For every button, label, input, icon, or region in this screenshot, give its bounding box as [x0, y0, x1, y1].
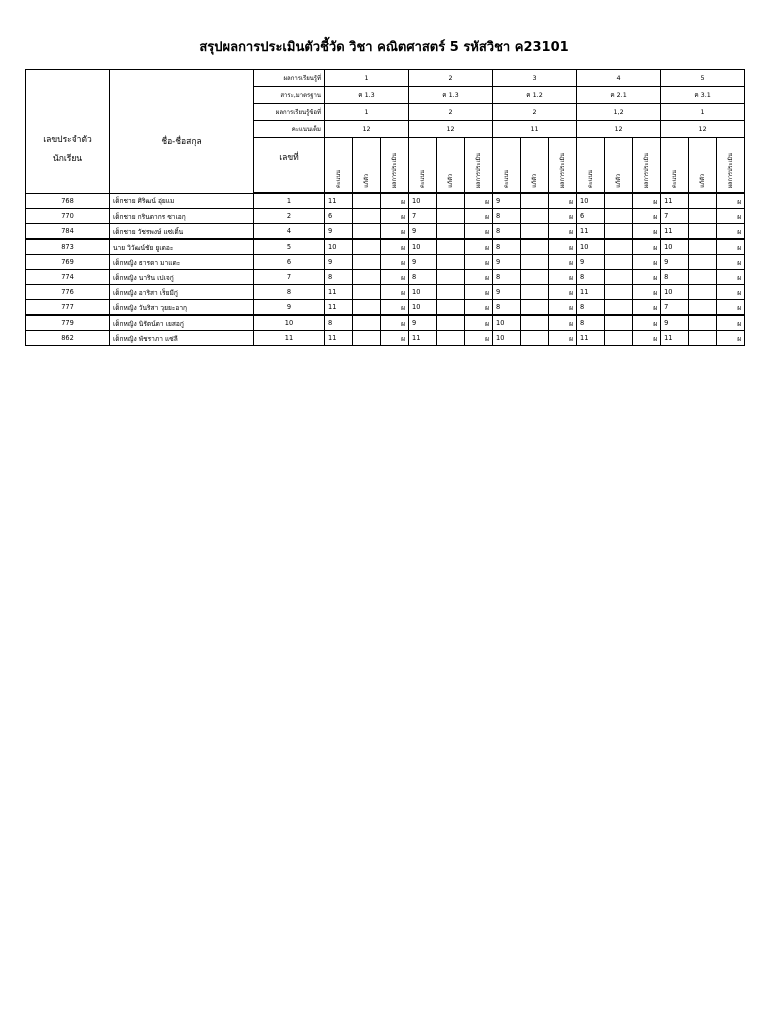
retake-cell: [353, 209, 381, 224]
student-number: 11: [254, 331, 325, 346]
score-cell: 10: [409, 239, 437, 255]
sub-header-label: ผลการประเมิน: [559, 152, 566, 188]
result-cell: ผ: [717, 239, 745, 255]
result-cell: ผ: [381, 255, 409, 270]
table-row: [26, 331, 745, 346]
student-id-label: เลขประจำตัว: [43, 135, 92, 146]
retake-cell: [689, 331, 717, 346]
result-cell: ผ: [465, 285, 493, 300]
table-row: [26, 193, 745, 209]
retake-cell: [353, 285, 381, 300]
student-number: 8: [254, 285, 325, 300]
score-cell: 11: [325, 285, 353, 300]
result-cell: ผ: [717, 270, 745, 285]
retake-cell: [521, 285, 549, 300]
score-cell: 10: [661, 239, 689, 255]
retake-cell: [437, 270, 465, 285]
sub-header-cell: [717, 138, 745, 194]
score-cell: 11: [661, 331, 689, 346]
sub-header-label: แก้ตัว: [615, 174, 622, 188]
result-cell: ผ: [381, 331, 409, 346]
result-cell: ผ: [633, 300, 661, 316]
result-cell: ผ: [549, 224, 577, 240]
student-number: 7: [254, 270, 325, 285]
score-cell: 9: [409, 224, 437, 240]
student-number: 9: [254, 300, 325, 316]
student-number: 5: [254, 239, 325, 255]
retake-cell: [353, 193, 381, 209]
student-name: เด็กชาย กรินดากร ซาเอกุ: [110, 209, 254, 224]
sub-header-cell: [437, 138, 465, 194]
student-id: 862: [26, 331, 110, 346]
retake-cell: [437, 331, 465, 346]
outcome-standard: ค 1.3: [409, 87, 493, 104]
score-cell: 8: [577, 300, 605, 316]
student-name: เด็กหญิง วันริสา วุยยะอากุ: [110, 300, 254, 316]
number-label: เลขที่: [279, 153, 299, 163]
score-cell: 10: [661, 285, 689, 300]
retake-cell: [605, 300, 633, 316]
sub-header-cell: [493, 138, 521, 194]
score-cell: 9: [661, 255, 689, 270]
retake-cell: [605, 209, 633, 224]
score-cell: 9: [661, 315, 689, 331]
sub-header-label: คะแนน: [503, 170, 510, 188]
result-cell: ผ: [465, 239, 493, 255]
score-cell: 8: [493, 224, 521, 240]
table-row: [26, 300, 745, 316]
score-cell: 11: [661, 193, 689, 209]
retake-cell: [689, 270, 717, 285]
retake-cell: [521, 224, 549, 240]
sub-header-label: คะแนน: [335, 170, 342, 188]
retake-cell: [605, 193, 633, 209]
result-cell: ผ: [549, 209, 577, 224]
student-name: เด็กหญิง อาริสา เร็ยมีกู่: [110, 285, 254, 300]
score-cell: 8: [493, 270, 521, 285]
score-cell: 8: [577, 315, 605, 331]
retake-cell: [353, 239, 381, 255]
result-cell: ผ: [549, 193, 577, 209]
sub-header-label: ผลการประเมิน: [475, 152, 482, 188]
retake-cell: [689, 239, 717, 255]
name-label: ชื่อ-ชื่อสกุล: [161, 137, 202, 148]
table-row: [26, 270, 745, 285]
outcome-num: 2: [409, 70, 493, 87]
outcome-item: 2: [493, 104, 577, 121]
score-cell: 10: [409, 300, 437, 316]
outcome-num: 1: [325, 70, 409, 87]
outcome-item: 1: [661, 104, 745, 121]
student-id: 776: [26, 285, 110, 300]
retake-cell: [437, 255, 465, 270]
sub-header-cell: [381, 138, 409, 194]
retake-cell: [605, 331, 633, 346]
retake-cell: [353, 331, 381, 346]
student-name: นาย วิวัฒน์ชัย ยูเดอะ: [110, 239, 254, 255]
sub-header-cell: [353, 138, 381, 194]
result-cell: ผ: [717, 285, 745, 300]
retake-cell: [437, 300, 465, 316]
result-cell: ผ: [633, 224, 661, 240]
score-cell: 8: [409, 270, 437, 285]
score-cell: 6: [577, 209, 605, 224]
student-id: 774: [26, 270, 110, 285]
score-cell: 10: [577, 193, 605, 209]
sub-header-label: ผลการประเมิน: [643, 152, 650, 188]
result-cell: ผ: [381, 315, 409, 331]
score-cell: 9: [409, 255, 437, 270]
retake-cell: [689, 315, 717, 331]
retake-cell: [353, 300, 381, 316]
score-cell: 7: [661, 300, 689, 316]
table-row: [26, 315, 745, 331]
retake-cell: [689, 209, 717, 224]
result-cell: ผ: [549, 331, 577, 346]
outcome-standard: ค 2.1: [577, 87, 661, 104]
score-cell: 8: [325, 270, 353, 285]
retake-cell: [605, 239, 633, 255]
score-cell: 9: [409, 315, 437, 331]
result-cell: ผ: [381, 239, 409, 255]
result-cell: ผ: [465, 270, 493, 285]
table-row: [26, 285, 745, 300]
sub-header-label: ผลการประเมิน: [727, 152, 734, 188]
score-cell: 9: [493, 285, 521, 300]
result-cell: ผ: [465, 300, 493, 316]
table-row: [26, 239, 745, 255]
score-cell: 7: [661, 209, 689, 224]
header-row-label: สาระ,มาตรฐาน: [254, 87, 325, 104]
score-cell: 8: [493, 209, 521, 224]
result-cell: ผ: [717, 300, 745, 316]
result-cell: ผ: [381, 300, 409, 316]
retake-cell: [521, 331, 549, 346]
retake-cell: [605, 285, 633, 300]
score-cell: 11: [325, 331, 353, 346]
result-cell: ผ: [381, 224, 409, 240]
result-cell: ผ: [717, 255, 745, 270]
sub-header-label: แก้ตัว: [363, 174, 370, 188]
table-row: [26, 209, 745, 224]
retake-cell: [437, 239, 465, 255]
retake-cell: [605, 315, 633, 331]
outcome-item: 1: [325, 104, 409, 121]
score-cell: 9: [325, 255, 353, 270]
retake-cell: [605, 224, 633, 240]
retake-cell: [353, 315, 381, 331]
retake-cell: [521, 239, 549, 255]
sub-header-cell: [521, 138, 549, 194]
score-cell: 9: [493, 255, 521, 270]
student-number: 2: [254, 209, 325, 224]
sub-header-label: คะแนน: [671, 170, 678, 188]
score-cell: 9: [325, 224, 353, 240]
sub-header-label: คะแนน: [587, 170, 594, 188]
header-row: [26, 70, 745, 87]
score-cell: 11: [409, 331, 437, 346]
outcome-item: 2: [409, 104, 493, 121]
result-cell: ผ: [465, 224, 493, 240]
header-row-label: คะแนนเต็ม: [254, 121, 325, 138]
retake-cell: [605, 270, 633, 285]
result-cell: ผ: [717, 224, 745, 240]
student-id: 873: [26, 239, 110, 255]
result-cell: ผ: [549, 315, 577, 331]
outcome-num: 3: [493, 70, 577, 87]
sub-header-cell: [549, 138, 577, 194]
student-id: 769: [26, 255, 110, 270]
result-cell: ผ: [633, 285, 661, 300]
retake-cell: [353, 270, 381, 285]
student-id: 784: [26, 224, 110, 240]
outcome-full: 12: [577, 121, 661, 138]
score-cell: 8: [493, 300, 521, 316]
outcome-full: 12: [661, 121, 745, 138]
student-id: 768: [26, 193, 110, 209]
table-row: [26, 255, 745, 270]
retake-cell: [689, 255, 717, 270]
score-cell: 8: [493, 239, 521, 255]
retake-cell: [521, 209, 549, 224]
sub-header-cell: [465, 138, 493, 194]
student-id: 777: [26, 300, 110, 316]
retake-cell: [521, 300, 549, 316]
sub-header-label: แก้ตัว: [699, 174, 706, 188]
student-id-header: [26, 70, 110, 194]
score-cell: 10: [409, 285, 437, 300]
retake-cell: [437, 193, 465, 209]
result-cell: ผ: [633, 270, 661, 285]
outcome-full: 11: [493, 121, 577, 138]
retake-cell: [437, 224, 465, 240]
retake-cell: [689, 285, 717, 300]
score-cell: 10: [493, 315, 521, 331]
result-cell: ผ: [381, 193, 409, 209]
result-cell: ผ: [549, 285, 577, 300]
result-cell: ผ: [717, 331, 745, 346]
retake-cell: [689, 224, 717, 240]
result-cell: ผ: [549, 239, 577, 255]
retake-cell: [521, 270, 549, 285]
retake-cell: [521, 315, 549, 331]
assessment-table: [25, 69, 745, 346]
student-number: 10: [254, 315, 325, 331]
result-cell: ผ: [717, 209, 745, 224]
student-name: เด็กหญิง นาริน เปเจกู่: [110, 270, 254, 285]
result-cell: ผ: [549, 300, 577, 316]
score-cell: 6: [325, 209, 353, 224]
name-header: [110, 70, 254, 194]
header-row-label: ผลการเรียนรู้ที่: [254, 70, 325, 87]
result-cell: ผ: [633, 315, 661, 331]
score-cell: 11: [325, 193, 353, 209]
page-title: สรุปผลการประเมินตัวชี้วัด วิชา คณิตศาสตร์ 5 รหัสวิชา ค23101: [199, 40, 569, 55]
score-cell: 8: [325, 315, 353, 331]
sub-header-label: แก้ตัว: [531, 174, 538, 188]
sub-header-cell: [661, 138, 689, 194]
student-name: เด็กชาย ศิริฒน์ อุ่ยแม: [110, 193, 254, 209]
score-cell: 11: [577, 331, 605, 346]
result-cell: ผ: [717, 315, 745, 331]
retake-cell: [689, 300, 717, 316]
retake-cell: [437, 285, 465, 300]
score-cell: 8: [661, 270, 689, 285]
result-cell: ผ: [633, 331, 661, 346]
outcome-num: 5: [661, 70, 745, 87]
header-row-label: ผลการเรียนรู้ข้อที่: [254, 104, 325, 121]
sub-header-cell: [689, 138, 717, 194]
result-cell: ผ: [381, 209, 409, 224]
outcome-standard: ค 1.2: [493, 87, 577, 104]
retake-cell: [437, 209, 465, 224]
retake-cell: [521, 255, 549, 270]
student-number: 6: [254, 255, 325, 270]
score-cell: 8: [577, 270, 605, 285]
outcome-full: 12: [409, 121, 493, 138]
score-cell: 11: [577, 285, 605, 300]
score-cell: 9: [493, 193, 521, 209]
retake-cell: [353, 224, 381, 240]
result-cell: ผ: [549, 255, 577, 270]
student-name: เด็กหญิง ธารดา มาแดะ: [110, 255, 254, 270]
result-cell: ผ: [465, 209, 493, 224]
result-cell: ผ: [381, 285, 409, 300]
outcome-standard: ค 1.3: [325, 87, 409, 104]
outcome-full: 12: [325, 121, 409, 138]
result-cell: ผ: [465, 331, 493, 346]
retake-cell: [521, 193, 549, 209]
number-header: [254, 138, 325, 194]
result-cell: ผ: [381, 270, 409, 285]
score-cell: 10: [493, 331, 521, 346]
student-name: เด็กหญิง นิรัตน์ดา เยสอกู่: [110, 315, 254, 331]
retake-cell: [605, 255, 633, 270]
result-cell: ผ: [549, 270, 577, 285]
score-cell: 10: [325, 239, 353, 255]
student-id-label: นักเรียน: [52, 154, 83, 165]
result-cell: ผ: [465, 315, 493, 331]
student-id: 770: [26, 209, 110, 224]
table-row: [26, 224, 745, 240]
score-cell: 10: [409, 193, 437, 209]
outcome-num: 4: [577, 70, 661, 87]
sub-header-cell: [605, 138, 633, 194]
sub-header-label: แก้ตัว: [447, 174, 454, 188]
score-cell: 11: [661, 224, 689, 240]
student-number: 4: [254, 224, 325, 240]
sub-header-cell: [577, 138, 605, 194]
outcome-item: 1,2: [577, 104, 661, 121]
score-cell: 11: [577, 224, 605, 240]
retake-cell: [689, 193, 717, 209]
result-cell: ผ: [633, 209, 661, 224]
score-cell: 9: [577, 255, 605, 270]
sub-header-cell: [325, 138, 353, 194]
student-name: เด็กชาย วัชรพงษ์ แซ่เติ้น: [110, 224, 254, 240]
result-cell: ผ: [633, 255, 661, 270]
score-cell: 10: [577, 239, 605, 255]
result-cell: ผ: [465, 255, 493, 270]
result-cell: ผ: [717, 193, 745, 209]
score-cell: 11: [325, 300, 353, 316]
retake-cell: [437, 315, 465, 331]
sub-header-cell: [633, 138, 661, 194]
sub-header-label: คะแนน: [419, 170, 426, 188]
student-id: 779: [26, 315, 110, 331]
result-cell: ผ: [465, 193, 493, 209]
sub-header-cell: [409, 138, 437, 194]
student-number: 1: [254, 193, 325, 209]
result-cell: ผ: [633, 193, 661, 209]
retake-cell: [353, 255, 381, 270]
result-cell: ผ: [633, 239, 661, 255]
outcome-standard: ค 3.1: [661, 87, 745, 104]
student-name: เด็กหญิง พัชราภา แซ่ลี: [110, 331, 254, 346]
sub-header-label: ผลการประเมิน: [391, 152, 398, 188]
score-cell: 7: [409, 209, 437, 224]
